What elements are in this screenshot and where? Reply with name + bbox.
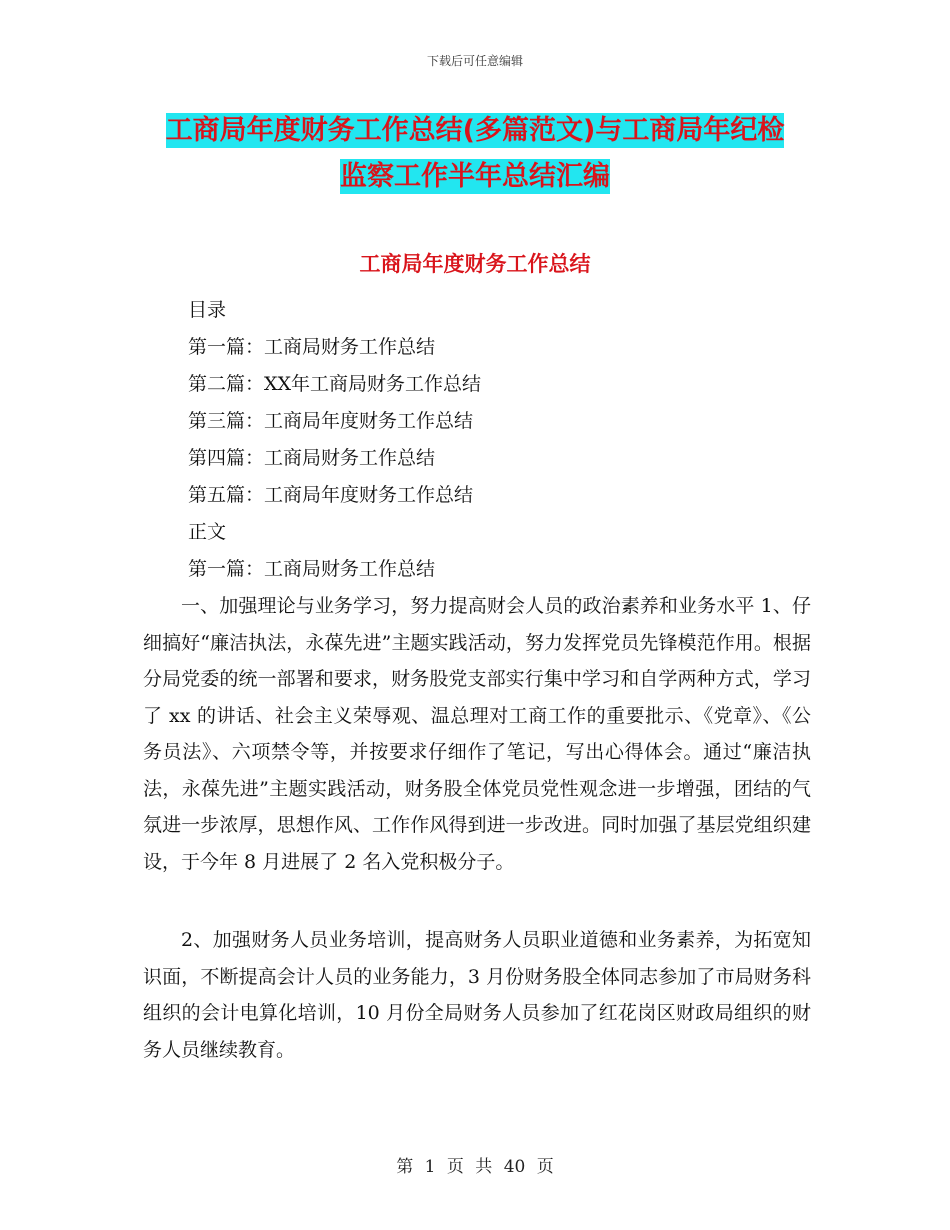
document-title [140,108,810,200]
toc-heading: 目录 [188,299,227,321]
page-footer: 第 1 页 共 40 页 [396,1157,554,1177]
body-label: 正文 [188,521,227,543]
paragraph: 一、加强理论与业务学习，努力提高财会人员的政治素养和业务水平 1、仔细搞好“廉洁执法，永葆先进”主题实践活动，努力发挥党员先锋模范作用。根据分局党委的统一部署和要求，财务股党支部实行集中学习和自学两种方式，学习了 xx 的讲话、社会主义荣辱观、温总理对工商工作的重要批示、《党章》、《公务员法》、六项禁令等，并按要求仔细作了笔记，写出心得体会。通过“廉洁执法，永葆先进”主题实践活动，财务股全体党员党性观念进一步增强，团结的气氛进一步浓厚，思想作风、工作作风得到进一步改进。同时加强了基层党组织建设，于今年 8 月进展了 2 名入党积极分子。 [143,595,811,873]
title-line-2: 监察工作半年总结汇编 [340,161,610,192]
first-section-heading: 第一篇：工商局财务工作总结 [188,558,436,580]
toc-item: 第二篇：XX年工商局财务工作总结 [188,373,482,395]
title-line-1: 工商局年度财务工作总结(多篇范文)与工商局年纪检 [165,115,785,146]
toc-item: 第一篇：工商局财务工作总结 [188,336,436,358]
toc-item: 第四篇：工商局财务工作总结 [188,447,436,469]
section-title: 工商局年度财务工作总结 [359,252,591,276]
toc-item: 第五篇：工商局年度财务工作总结 [188,484,474,506]
toc-item: 第三篇：工商局年度财务工作总结 [188,410,474,432]
header-note: 下载后可任意编辑 [426,54,523,68]
table-of-contents [188,292,481,588]
paragraph: 2、加强财务人员业务培训，提高财务人员职业道德和业务素养，为拓宽知识面，不断提高会计人员的业务能力，3 月份财务股全体同志参加了市局财务科组织的会计电算化培训，10 月份全局财务人员参加了红花岗区财政局组织的财务人员继续教育。 [143,929,811,1061]
